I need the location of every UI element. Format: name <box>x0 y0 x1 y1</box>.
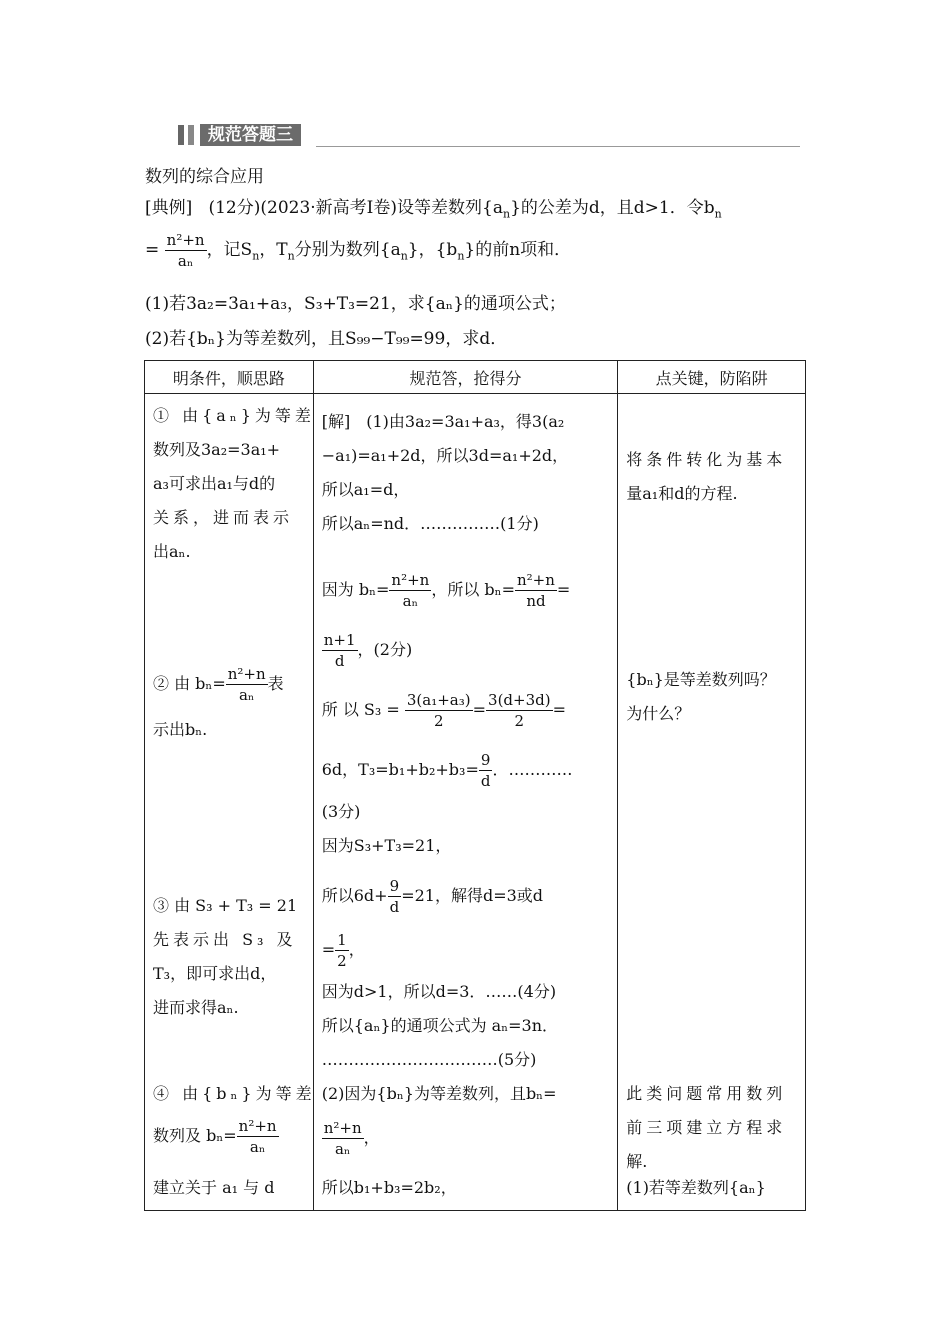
question-2: (2)若{bₙ}为等差数列，且S₉₉−T₉₉=99，求d． <box>145 329 508 349</box>
solution-line: 因为S₃+T₃=21， <box>321 836 452 855</box>
hint-1: 数列及3a₂=3a₁+ <box>153 440 281 459</box>
solution-line: 所以b₁+b₃=2b₂， <box>321 1178 457 1197</box>
hint-1: a₃可求出a₁与d的 <box>153 474 276 493</box>
solution-line: 因为d>1，所以d=3．……(4分) <box>321 982 557 1001</box>
key-note: 解. <box>626 1152 648 1171</box>
problem-tag: [典例] <box>145 198 193 218</box>
hint-4: 数列及 bₙ= $\frac{\text{n²+n}}{\text{aₙ}}$ <box>153 1117 277 1156</box>
problem-line-2: = $\frac{\text{n²+n}}{\text{aₙ}}$ ，记$S_n$，$T_n$分别为数列$\{a_n\}$，$\{b_n\}$的前n项和． <box>145 231 572 270</box>
section-title: 数列的综合应用 <box>145 167 264 187</box>
solution-line: 所以{aₙ}的通项公式为 aₙ=3n． <box>321 1016 559 1035</box>
fraction: $\frac{\text{n²+n}}{\text{aₙ}}$ <box>166 231 205 270</box>
hint-3: ③ 由 S₃ + T₃ = 21 <box>153 896 298 915</box>
left-column <box>145 394 314 1211</box>
hint-3: 先表示出 S₃ 及 <box>153 930 297 949</box>
solution-line: [解] (1)由3a₂=3a₁+a₃，得3(a₂ <box>321 412 565 431</box>
hint-2: 示出bₙ. <box>153 720 208 739</box>
hint-3: T₃，即可求出d， <box>153 964 277 983</box>
key-note: 将条件转化为基本 <box>626 450 787 469</box>
solution-line: (2)因为{bₙ}为等差数列，且bₙ= <box>321 1084 557 1103</box>
hint-4: 建立关于 a₁ 与 d <box>153 1178 275 1197</box>
key-note: {bₙ}是等差数列吗？ <box>626 670 776 689</box>
problem-line-1: [典例] (12分)(2023·新高考Ⅰ卷)设等差数列$\{a_n\}$的公差为d，且d>1．令$b_n$ <box>145 198 722 221</box>
hint-3: 进而求得aₙ. <box>153 998 239 1017</box>
hint-4: ④ 由{bₙ}为等差 <box>153 1084 316 1103</box>
solution-table <box>144 360 806 1211</box>
hint-1: ① 由{aₙ}为等差 <box>153 406 315 425</box>
solution-line: 6d，T₃=b₁+b₂+b₃= $\frac{9}{d}$ ．………… <box>321 751 573 790</box>
section-banner: 规范答题三 <box>200 124 301 146</box>
hint-2: ② 由 bₙ= $\frac{\text{n²+n}}{\text{aₙ}}$ 表 <box>153 665 284 704</box>
hint-1: 出aₙ. <box>153 542 191 561</box>
col-header-conditions: 明条件，顺思路 <box>145 361 314 394</box>
banner-bar <box>178 125 184 145</box>
solution-line: 所以a₁=d， <box>321 480 410 499</box>
solution-line: 因为 bₙ= $\frac{\text{n²+n}}{\text{aₙ}}$ ，所以 bₙ= $\frac{\text{n²+n}}{nd}$ = <box>321 571 571 610</box>
right-column <box>618 394 806 1211</box>
solution-line: = $\frac{1}{2}$ ， <box>321 931 365 970</box>
col-header-answer: 规范答，抢得分 <box>313 361 618 394</box>
col-header-keys: 点关键，防陷阱 <box>618 361 806 394</box>
divider <box>316 146 800 147</box>
problem-stem: }的公差为d，且d>1．令b <box>510 198 715 218</box>
solution-line: −a₁)=a₁+2d，所以3d=a₁+2d， <box>321 446 569 465</box>
solution-line: 所以6d+ $\frac{9}{d}$ =21，解得d=3或d <box>321 877 544 916</box>
middle-column <box>313 394 618 1211</box>
key-note: (1)若等差数列{aₙ} <box>626 1178 766 1197</box>
hint-1: 关系，进而表示 <box>153 508 294 527</box>
banner-bar <box>188 125 194 145</box>
key-note: 为什么？ <box>626 704 691 723</box>
key-note: 量a₁和d的方程. <box>626 484 738 503</box>
problem-stem: 设等差数列{a <box>397 198 503 218</box>
problem-source: (12分)(2023·新高考Ⅰ卷) <box>208 198 398 218</box>
key-note: 前三项建立方程求 <box>626 1118 787 1137</box>
key-note: 此类问题常用数列 <box>626 1084 787 1103</box>
solution-line: 所 以 S₃ = $\frac{\text{3(a₁+a₃)}}{2}$ = $\frac{3(d+3d)}{2}$ = <box>321 691 567 730</box>
solution-line: ……………………………(5分) <box>321 1050 537 1069</box>
question-1: (1)若3a₂=3a₁+a₃，S₃+T₃=21，求{aₙ}的通项公式； <box>145 294 566 314</box>
solution-line: $\frac{\text{n²+n}}{\text{aₙ}}$ ， <box>323 1119 380 1158</box>
solution-line: 所以aₙ=nd．……………(1分) <box>321 514 539 533</box>
solution-line: $\frac{n+1}{d}$ ，(2分) <box>323 631 413 670</box>
solution-line: (3分) <box>321 802 361 821</box>
